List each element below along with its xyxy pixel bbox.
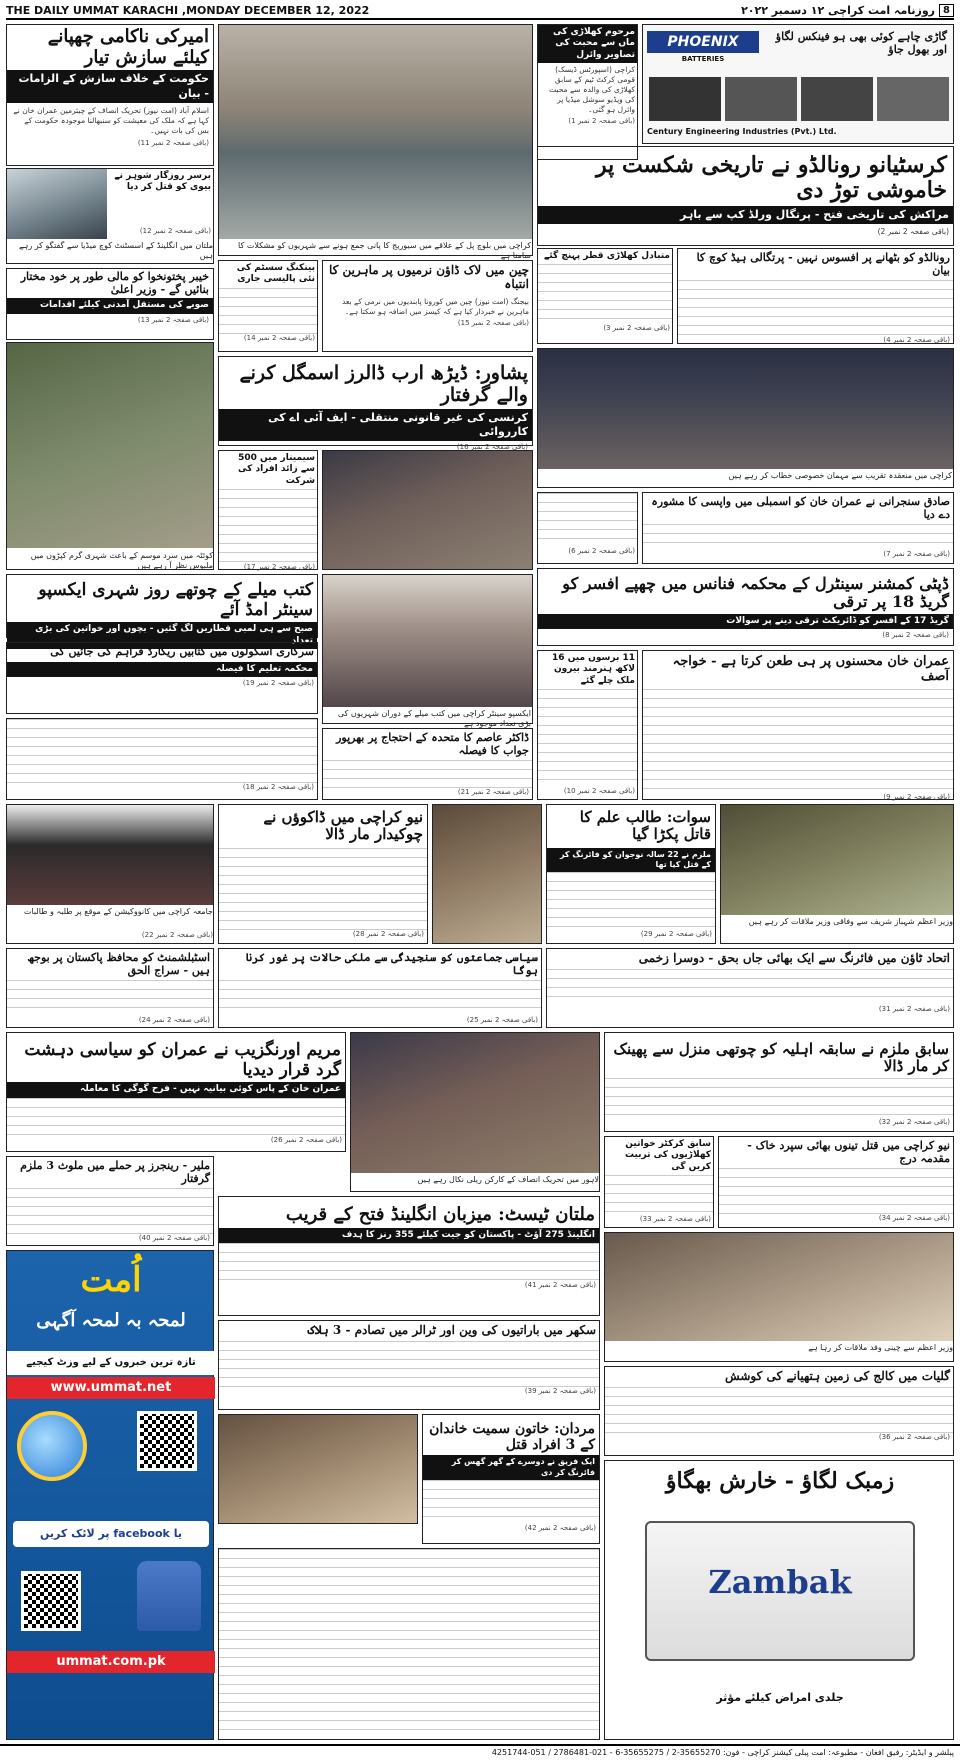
headline: صادق سنجرانی نے عمران خان کو اسمبلی میں واپسی کا مشورہ دے دیا <box>651 495 950 521</box>
story-bar: محکمہ تعلیم کا فیصلہ <box>7 662 317 678</box>
headline: رونالڈو کو بٹھانے پر افسوس نہیں - پرتگالی ہیڈ کوچ کا بیان <box>696 251 950 277</box>
hall-photo-block <box>537 348 954 488</box>
story-nk <box>218 804 428 944</box>
story-body <box>538 689 637 787</box>
story-body <box>538 264 672 324</box>
rally-photo <box>351 1033 599 1173</box>
zambak-tube-icon <box>645 1521 915 1661</box>
zambak-slogan: زمبک لگاؤ - خارش بھگاؤ <box>665 1468 895 1494</box>
headline: اتحاد ٹاؤن میں فائرنگ سے ایک بھائی جاں بحق - دوسرا زخمی <box>638 951 950 965</box>
masthead <box>6 2 954 20</box>
story-body <box>219 1341 599 1387</box>
story-sukkur <box>218 1320 600 1410</box>
headline: مریم اورنگزیب نے عمران کو سیاسی دہشت گرد قرار دیدیا <box>24 1040 341 1080</box>
page-number: 8 <box>939 4 954 17</box>
graduates-block <box>6 804 214 944</box>
continuation: (باقی صفحہ 2 نمبر 17) <box>243 562 315 571</box>
office-photo-block <box>432 804 542 944</box>
story-bar: ملزم نے 22 سالہ نوجوان کو فائرنگ کر کے قتل کیا تھا <box>547 848 715 873</box>
hall-photo <box>538 349 953 469</box>
story-body <box>7 1098 345 1136</box>
headline: ڈپٹی کمشنر سینٹرل کے محکمہ فنانس میں چھپے افسر کو گریڈ 18 پر ترقی <box>562 574 949 612</box>
headline: گلیات میں کالج کی زمین ہتھیانے کی کوشش <box>725 1369 950 1383</box>
continuation: (باقی صفحہ 2 نمبر 42) <box>524 1523 596 1532</box>
story-doctor <box>322 728 533 800</box>
battery-icon <box>649 77 721 121</box>
story-women <box>604 1136 714 1228</box>
headline: سوات: طالب علم کا قاتل پکڑا گیا <box>579 808 711 844</box>
continuation: (باقی صفحہ 2 نمبر 33) <box>639 1214 711 1223</box>
continuation: (باقی صفحہ 2 نمبر 25) <box>466 1016 538 1025</box>
continuation: (باقی صفحہ 2 نمبر 41) <box>524 1281 596 1290</box>
headline: ڈاکٹر عاصم کا متحدہ کے احتجاج پر بھرپور جواب کا فیصلہ <box>336 731 529 757</box>
headline: سرکاری اسکولوں میں کتابیں ریکارڈ فراہم کی جائیں گی <box>50 645 314 658</box>
story-body <box>643 524 953 550</box>
phoenix-slogan: گاڑی چاہے کوئی بھی ہو فینکس لگاؤ اور بھول جاؤ <box>775 30 947 56</box>
story-china <box>322 260 533 352</box>
continuation: (باقی صفحہ 2 نمبر 34) <box>878 1214 950 1223</box>
story-mother <box>537 24 638 160</box>
ummat-ad <box>6 1250 214 1740</box>
headline: سکھر میں باراتیوں کی وین اور ٹرالر میں تصادم - 3 ہلاک <box>307 1323 596 1337</box>
story-body <box>605 1387 953 1433</box>
story-sub: بینکنگ سسٹم کی نئی پالیسی جاری <box>236 263 315 285</box>
footer: پبلشر و ایڈیٹر: رفیق افغان - مطبوعہ: امت پبلی کیشنز کراچی - فون: 35655270-2 / 35655275-6 - 021-2786481 / 051-4251744 <box>0 1744 960 1761</box>
story-bar: انگلینڈ 275 آؤٹ - پاکستان کو جیت کیلئے 355 رنز کا ہدف <box>219 1228 599 1244</box>
story-kp-cm <box>6 268 214 340</box>
story-body <box>7 1188 213 1234</box>
story-body <box>219 489 317 563</box>
story-seminar <box>218 450 318 570</box>
continuation: (باقی صفحہ 2 نمبر 31) <box>878 1004 950 1013</box>
city-photo <box>7 343 213 548</box>
story-body <box>7 719 317 783</box>
story-nk2 <box>718 1136 954 1228</box>
story-rangers <box>6 1156 214 1246</box>
story-pakistan <box>6 948 214 1028</box>
meeting-photo-block <box>604 1232 954 1362</box>
story-imran-kafeel <box>6 24 214 166</box>
story-body <box>547 872 715 930</box>
story-sub: متبادل کھلاڑی قطر پہنچ گئے <box>544 251 670 261</box>
photo-caption: کراچی میں منعقدہ تقریب سے مہمان خصوصی خطاب کر رہے ہیں <box>728 471 952 480</box>
magnifier-icon <box>17 1411 87 1481</box>
story-schools <box>6 642 318 714</box>
story-sub: برسر روزگار شوہر نے بیوی کو قتل کر دیا <box>114 171 211 193</box>
story-body <box>219 980 541 1016</box>
story-body <box>219 1549 599 1733</box>
story-filler <box>218 1548 600 1740</box>
story-kidnap <box>604 1032 954 1132</box>
continuation: (باقی صفحہ 2 نمبر 11) <box>137 139 209 148</box>
qr-code-icon <box>21 1571 81 1631</box>
story-student <box>546 804 716 944</box>
expo-photo <box>323 575 532 707</box>
story-players <box>537 248 673 344</box>
continuation: (باقی صفحہ 2 نمبر 8) <box>882 631 949 640</box>
story-imran-court <box>642 650 954 800</box>
karachi-photo <box>219 25 532 239</box>
story-bar: عمران خان کے پاس کوئی بیانیہ نہیں - فرح گوگی کا معاملہ <box>7 1082 345 1098</box>
story-family <box>422 1414 600 1544</box>
crowd-photo <box>323 451 532 569</box>
bus-icon <box>877 77 949 121</box>
masthead-left: THE DAILY UMMAT KARACHI ,MONDAY DECEMBER 12, 2022 <box>6 3 370 17</box>
story-body <box>547 969 953 1005</box>
ummat-slogan: لمحہ بہ لمحہ آگہی <box>36 1310 186 1331</box>
photo-caption: وزیر اعظم شہباز شریف سے وفاقی وزیر ملاقات کر رہے ہیں <box>748 917 953 926</box>
continuation: (باقی صفحہ 2 نمبر 26) <box>270 1135 342 1144</box>
continuation: (باقی صفحہ 2 نمبر 21) <box>457 788 529 797</box>
masthead-right: روزنامہ امت کراچی ۱۲ دسمبر ۲۰۲۲ <box>741 3 936 17</box>
photo-caption: ایکسپو سینٹر کراچی میں کتب میلے کے دوران شہریوں کی بڑی تعداد موجود ہے <box>337 709 531 728</box>
story-bar: حکومت کے خلاف سازش کے الزامات - بیان <box>7 70 213 103</box>
story-expo-cont <box>6 718 318 800</box>
headline: خیبر پختونخوا کو مالی طور پر خود مختار بنائیں گے - وزیر اعلیٰ <box>20 270 209 296</box>
story-college <box>604 1366 954 1456</box>
story-deputy <box>537 568 954 646</box>
story-body <box>538 493 637 547</box>
story-body: اسلام آباد (امت نیوز) تحریک انصاف کے چیئرمین عمران خان نے کہا ہے کہ ملک کی معیشت کو سنبھالنا موجودہ حکومت کے بس کی بات نہیں۔ <box>13 105 209 136</box>
headline: چین میں لاک ڈاؤن نرمیوں پر ماہرین کا انتباہ <box>328 263 529 291</box>
story-bar: ایک فریق نے دوسرے کے گھر گھس کر فائرنگ کر دی <box>423 1455 599 1480</box>
city-photo-block <box>6 342 214 570</box>
continuation: (باقی صفحہ 2 نمبر 4) <box>883 336 950 345</box>
photo-caption: کراچی میں بلوچ پل کے علاقے میں سیوریج کا پانی جمع ہونے سے شہریوں کو مشکلات کا سامنا ہے <box>238 241 531 260</box>
continuation: (باقی صفحہ 2 نمبر 13) <box>137 315 209 324</box>
karachi-photo-block <box>218 24 533 260</box>
story-body <box>219 848 427 930</box>
photo-caption: ملتان میں انگلینڈ کے اسسٹنٹ کوچ میڈیا سے گفتگو کر رہے ہیں <box>18 241 213 260</box>
continuation: (باقی صفحہ 2 نمبر 2) <box>877 226 949 236</box>
story-bar: کرنسی کی غیر قانونی منتقلی - ایف آئی اے کی کارروائی <box>219 409 532 442</box>
zambak-ad <box>604 1460 954 1740</box>
headline: عمران خان محسنوں پر ہی طعن کرتا ہے - خواجہ آصف <box>672 654 949 684</box>
story-bar: گریڈ 17 کے افسر کو ڈائریکٹ ترقی دینے پر سوالات <box>538 614 953 630</box>
conference-photo-block <box>218 1414 418 1524</box>
headline: ملتان ٹیسٹ: میزبان انگلینڈ فتح کے قریب <box>285 1204 595 1225</box>
headline: امیرکی ناکامی چھپانے کیلئے سازش تیار <box>47 26 209 68</box>
continuation: (باقی صفحہ 2 نمبر 19) <box>242 679 314 688</box>
story-body <box>323 760 532 788</box>
headline: کتب میلے کے چوتھے روز شہری ایکسپو سینٹر امڈ آئے <box>38 580 313 620</box>
story-coach <box>6 168 214 264</box>
continuation: (باقی صفحہ 2 نمبر 40) <box>138 1234 210 1243</box>
coach-photo <box>7 169 107 239</box>
continuation: (باقی صفحہ 2 نمبر 1) <box>568 117 635 126</box>
story-sub: سابق کرکٹر خواتین کھلاڑیوں کی تربیت کریں گی <box>624 1139 711 1172</box>
thumbs-up-icon <box>137 1561 201 1631</box>
story-body <box>605 1078 953 1118</box>
story-bank <box>218 260 318 352</box>
story-years11 <box>537 650 638 800</box>
pm-meet-block <box>720 804 954 944</box>
rally-photo-block <box>350 1032 600 1192</box>
photo-caption: کوئٹہ میں سرد موسم کے باعث شہری گرم کپڑوں میں ملبوس نظر آ رہے ہیں <box>30 551 213 570</box>
story-body <box>643 689 953 793</box>
ummat-title: اُمت <box>80 1260 142 1300</box>
story-body <box>219 288 317 334</box>
continuation: (باقی صفحہ 2 نمبر 29) <box>640 930 712 939</box>
headline: مردان: خاتون سمیت خاندان کے 3 افراد قتل <box>429 1421 595 1454</box>
zambak-brand: Zambak <box>708 1563 852 1601</box>
ummat-url1[interactable]: www.ummat.net <box>7 1377 215 1399</box>
qr-code-icon <box>137 1411 197 1471</box>
story-hall-cont <box>537 492 638 564</box>
continuation: (باقی صفحہ 2 نمبر 6) <box>568 547 635 555</box>
continuation: (باقی صفحہ 2 نمبر 3) <box>603 324 670 333</box>
continuation: (باقی صفحہ 2 نمبر 28) <box>352 929 424 938</box>
story-body: کراچی (اسپورٹس ڈیسک) قومی کرکٹ ٹیم کے سابق کھلاڑی کی والدہ سے محبت کی ویڈیو سوشل میڈیا پر وائرل ہو گئی۔ <box>549 64 635 115</box>
continuation: (باقی صفحہ 2 نمبر 24) <box>138 1016 210 1025</box>
continuation: (باقی صفحہ 2 نمبر 7) <box>883 550 950 559</box>
headline: ملیر - رینجرز پر حملے میں ملوث 3 ملزم گرفتار <box>20 1159 210 1185</box>
continuation: (باقی صفحہ 2 نمبر 18) <box>242 783 314 791</box>
story-politics <box>218 948 542 1028</box>
ummat-facebook: یا facebook پر لائک کریں <box>13 1521 209 1547</box>
continuation: (باقی صفحہ 2 نمبر 15) <box>457 318 529 327</box>
phoenix-ad <box>642 24 954 144</box>
continuation: (باقی صفحہ 2 نمبر 9) <box>883 792 950 801</box>
phoenix-logo: PHOENIX <box>647 31 759 53</box>
phoenix-company: Century Engineering Industries (Pvt.) Ltd. <box>647 127 837 136</box>
story-expo <box>6 574 318 646</box>
continuation: (باقی صفحہ 2 نمبر 32) <box>878 1117 950 1126</box>
graduates-photo <box>7 805 213 905</box>
story-bar: مراکش کی تاریخی فتح - پرتگال ورلڈ کپ سے باہر <box>538 206 953 224</box>
headline: پشاور: ڈیڑھ ارب ڈالرز اسمگل کرنے والے گرفتار <box>239 362 528 406</box>
car-icon <box>725 77 797 121</box>
photo-caption: وزیر اعظم سے چینی وفد ملاقات کر رہا ہے <box>808 1343 953 1352</box>
continuation: (باقی صفحہ 2 نمبر 10) <box>563 786 635 795</box>
expo-photo-top <box>322 450 533 570</box>
story-body <box>605 1175 713 1215</box>
pm-meet-photo <box>721 805 953 915</box>
story-body <box>7 980 213 1016</box>
story-firing <box>546 948 954 1028</box>
ummat-url2[interactable]: ummat.com.pk <box>7 1651 215 1673</box>
meeting-photo <box>605 1233 953 1341</box>
story-sub: مرحوم کھلاڑی کی ماں سے محبت کی تصاویر وائرل <box>538 25 637 63</box>
story-multan <box>218 1196 600 1316</box>
conference-photo <box>219 1415 417 1523</box>
story-maryam <box>6 1032 346 1152</box>
story-body <box>678 280 953 336</box>
headline: نیو کراچی میں ڈاکوؤں نے چوکیدار مار ڈالا <box>263 808 423 844</box>
headline: نیو کراچی میں قتل تینوں بھائی سپرد خاک - مقدمہ درج <box>747 1139 950 1165</box>
story-stadium <box>537 146 954 246</box>
ummat-visit: تازہ ترین خبروں کے لیے وزٹ کیجیے <box>7 1351 215 1375</box>
phoenix-tag: BATTERIES <box>681 55 725 63</box>
office-photo <box>433 805 541 943</box>
story-body <box>719 1168 953 1214</box>
headline: سابق ملزم نے سابقہ اہلیہ کو چوتھی منزل سے پھینک کر مار ڈالا <box>613 1040 949 1076</box>
story-body: بیجنگ (امت نیوز) چین میں کورونا پابندیوں میں نرمی کے بعد ماہرین نے خبردار کیا ہے کہ کیسز میں اضافہ ہو سکتا ہے۔ <box>341 296 529 316</box>
story-body <box>538 224 953 240</box>
story-body <box>423 1480 599 1524</box>
continuation: (باقی صفحہ 2 نمبر 14) <box>243 333 315 342</box>
story-sadiq <box>642 492 954 564</box>
story-body <box>219 1243 599 1281</box>
photo-caption: جامعہ کراچی میں کانووکیشن کے موقع پر طلبہ و طالبات <box>23 907 213 916</box>
story-sub: سیمینار میں 500 سے زائد افراد کی شرکت <box>238 453 315 486</box>
story-sub: 11 برسوں میں 16 لاکھ ہنرمند بیرون ملک چلے گئے <box>552 653 635 686</box>
headline: اسٹبلشمنٹ کو محافظ پاکستان پر بوجھ ہیں - سراج الحق <box>27 951 210 977</box>
continuation: (باقی صفحہ 2 نمبر 22) <box>141 931 213 939</box>
continuation: (باقی صفحہ 2 نمبر 12) <box>139 227 211 235</box>
battery-row <box>649 77 949 121</box>
story-ronaldo2 <box>677 248 954 344</box>
headline: سیاسی جماعتوں کو سنجیدگی سے ملکی حالات پر غور کرنا ہوگا <box>245 951 538 977</box>
story-bar: صبح سے ہی لمبی قطاریں لگ گئیں - بچوں اور خواتین کی بڑی تعداد <box>7 622 317 649</box>
story-peshawar <box>218 356 533 452</box>
headline: کرسٹیانو رونالڈو نے تاریخی شکست پر خاموشی توڑ دی <box>596 152 947 204</box>
expo-photo-block <box>322 574 533 728</box>
photo-caption: لاہور میں تحریک انصاف کے کارکن ریلی نکال رہے ہیں <box>417 1175 599 1184</box>
zambak-bottom: جلدی امراض کیلئے مؤثر <box>716 1691 844 1704</box>
story-bar: صوبے کی مستقل آمدنی کیلئے اقدامات <box>7 298 213 314</box>
continuation: (باقی صفحہ 2 نمبر 16) <box>456 443 528 452</box>
continuation: (باقی صفحہ 2 نمبر 36) <box>878 1432 950 1441</box>
truck-icon <box>801 77 873 121</box>
continuation: (باقی صفحہ 2 نمبر 39) <box>524 1386 596 1395</box>
